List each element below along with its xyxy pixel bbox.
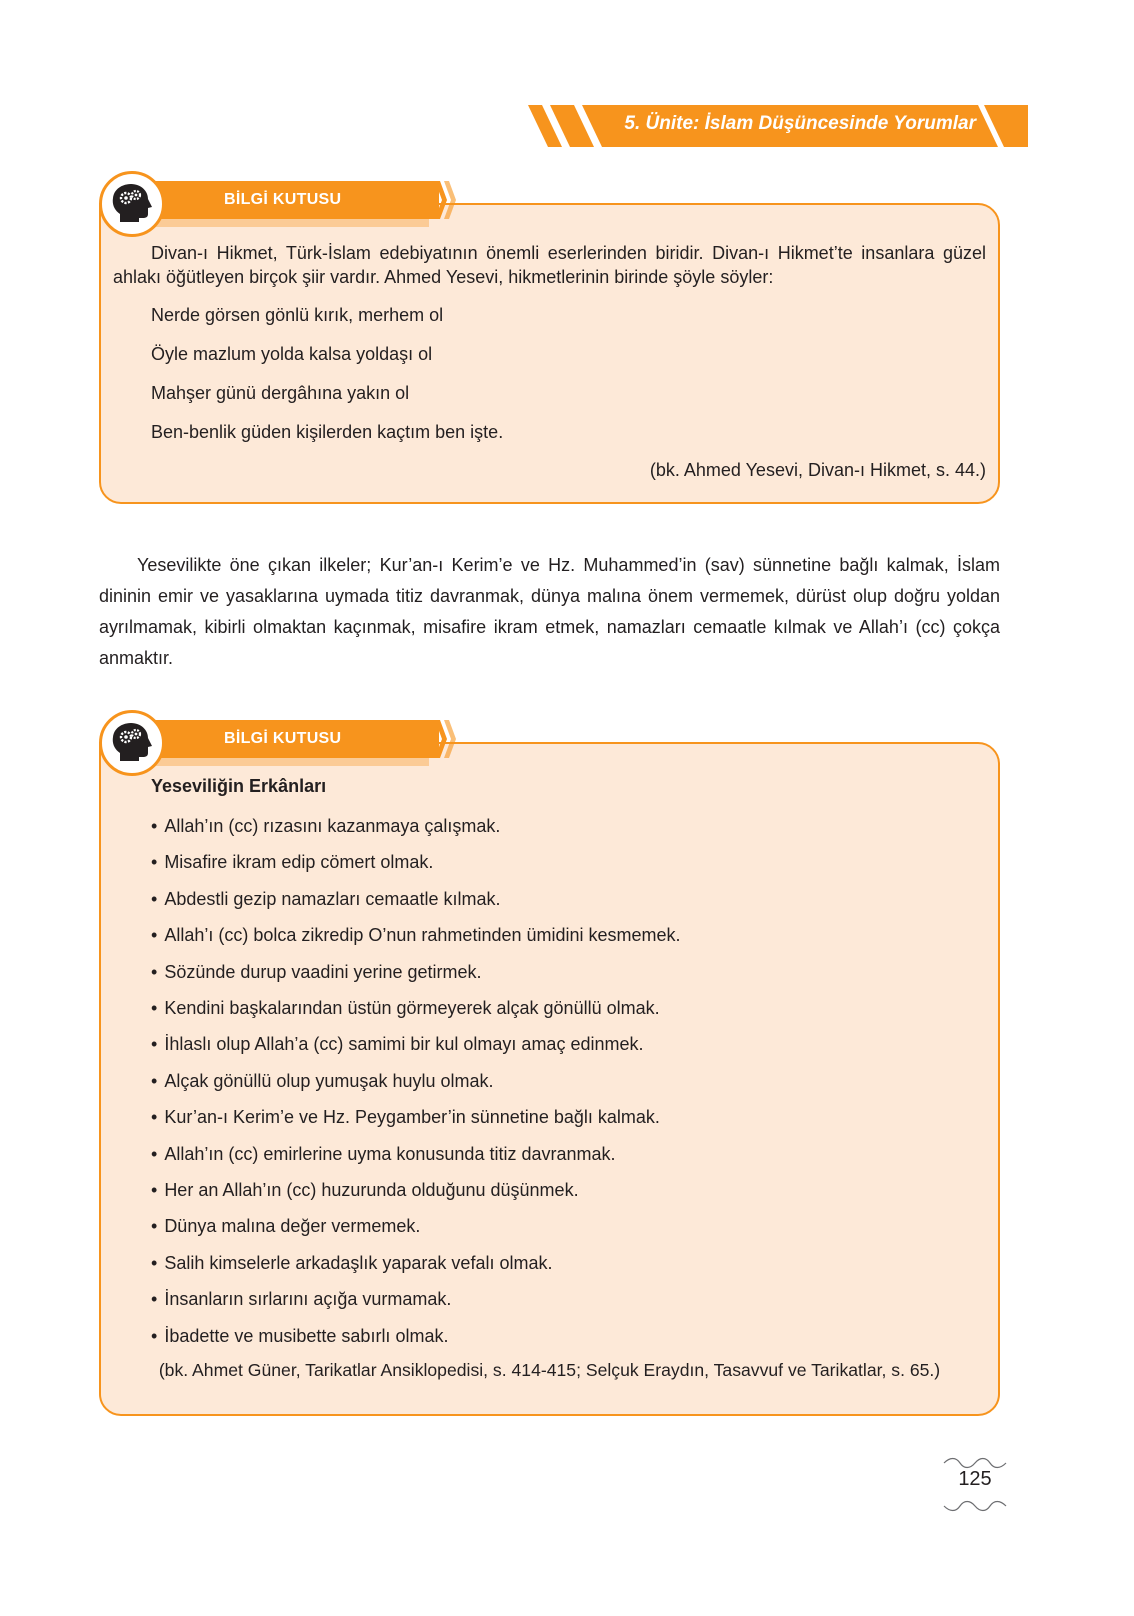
info-box-header xyxy=(99,720,461,770)
verse-line: Öyle mazlum yolda kalsa yoldaşı ol xyxy=(151,344,433,364)
unit-header-banner xyxy=(528,105,1028,147)
erkan-list xyxy=(113,808,986,1354)
header-bar-shadow xyxy=(139,756,429,766)
main-paragraph: Yesevilikte öne çıkan ilkeler; Kur’an-ı Kerim’e ve Hz. Muhammed’in (sav) sünnetine bağlı kalmak, İslam dininin emir ve yasaklarına uymada titiz davranmak, dünya malına önem vermemek, dürüst olup doğru yoldan ayrılmamak, kibirli olmaktan kaçınmak, misafire ikram etmek, namazları cemaatle kılmak ve Allah’ı (cc) çokça anmaktır. xyxy=(99,555,1000,668)
list-item: • İnsanların sırlarını açığa vurmamak. xyxy=(151,1281,986,1317)
info-box-divan-hikmet xyxy=(99,203,1000,504)
list-item: • Salih kimselerle arkadaşlık yaparak vefalı olmak. xyxy=(151,1245,986,1281)
list-item: • Dünya malına değer vermemek. xyxy=(151,1208,986,1244)
list-item: • İbadette ve musibette sabırlı olmak. xyxy=(151,1318,986,1354)
list-item: • Alçak gönüllü olup yumuşak huylu olmak. xyxy=(151,1063,986,1099)
list-item: • Kur’an-ı Kerim’e ve Hz. Peygamber’in sünnetine bağlı kalmak. xyxy=(151,1099,986,1135)
page-number: 125 xyxy=(958,1468,992,1490)
list-title: Yeseviliğin Erkânları xyxy=(151,776,327,796)
list-item: • Her an Allah’ın (cc) huzurunda olduğunu düşünmek. xyxy=(151,1172,986,1208)
ornament-bottom-icon xyxy=(942,1500,1008,1512)
citation: (bk. Ahmed Yesevi, Divan-ı Hikmet, s. 44.) xyxy=(649,460,986,480)
head-gears-icon xyxy=(99,710,165,776)
unit-title: 5. Ünite: İslam Düşüncesinde Yorumlar xyxy=(624,113,976,134)
info-box-label: BİLGİ KUTUSU xyxy=(224,191,342,208)
list-item: • İhlaslı olup Allah’a (cc) samimi bir kul olmayı amaç edinmek. xyxy=(151,1026,986,1062)
info-box-header xyxy=(99,181,461,231)
head-gears-icon xyxy=(99,171,165,237)
list-item: • Misafire ikram edip cömert olmak. xyxy=(151,844,986,880)
info-box-content xyxy=(113,774,986,1382)
header-bar-shadow xyxy=(139,217,429,227)
chevron-stripes-icon xyxy=(435,181,461,219)
list-item: • Abdestli gezip namazları cemaatle kılmak. xyxy=(151,881,986,917)
verse-line: Ben-benlik güden kişilerden kaçtım ben işte. xyxy=(151,422,504,442)
chevron-stripes-icon xyxy=(435,720,461,758)
list-item: • Allah’ı (cc) bolca zikredip O’nun rahmetinden ümidini kesmemek. xyxy=(151,917,986,953)
info-box-label: BİLGİ KUTUSU xyxy=(224,730,342,747)
verse-line: Mahşer günü dergâhına yakın ol xyxy=(151,383,410,403)
verse-line: Nerde görsen gönlü kırık, merhem ol xyxy=(151,305,444,325)
list-item: • Allah’ın (cc) emirlerine uyma konusunda titiz davranmak. xyxy=(151,1136,986,1172)
info-box-content xyxy=(113,241,986,482)
info-box-yesevilik-erkanlari xyxy=(99,742,1000,1416)
list-item: • Allah’ın (cc) rızasını kazanmaya çalışmak. xyxy=(151,808,986,844)
citation: (bk. Ahmet Güner, Tarikatlar Ansiklopedisi, s. 414-415; Selçuk Eraydın, Tasavvuf ve Tarikatlar, s. 65.) xyxy=(158,1360,941,1381)
info-box-intro: Divan-ı Hikmet, Türk-İslam edebiyatının önemli eserlerinden biridir. Divan-ı Hikmet’te insanlara güzel ahlakı öğütleyen birçok şiir vardır. Ahmed Yesevi, hikmetlerinin birinde şöyle söyler: xyxy=(113,243,986,287)
list-item: • Sözünde durup vaadini yerine getirmek. xyxy=(151,954,986,990)
list-item: • Kendini başkalarından üstün görmeyerek alçak gönüllü olmak. xyxy=(151,990,986,1026)
